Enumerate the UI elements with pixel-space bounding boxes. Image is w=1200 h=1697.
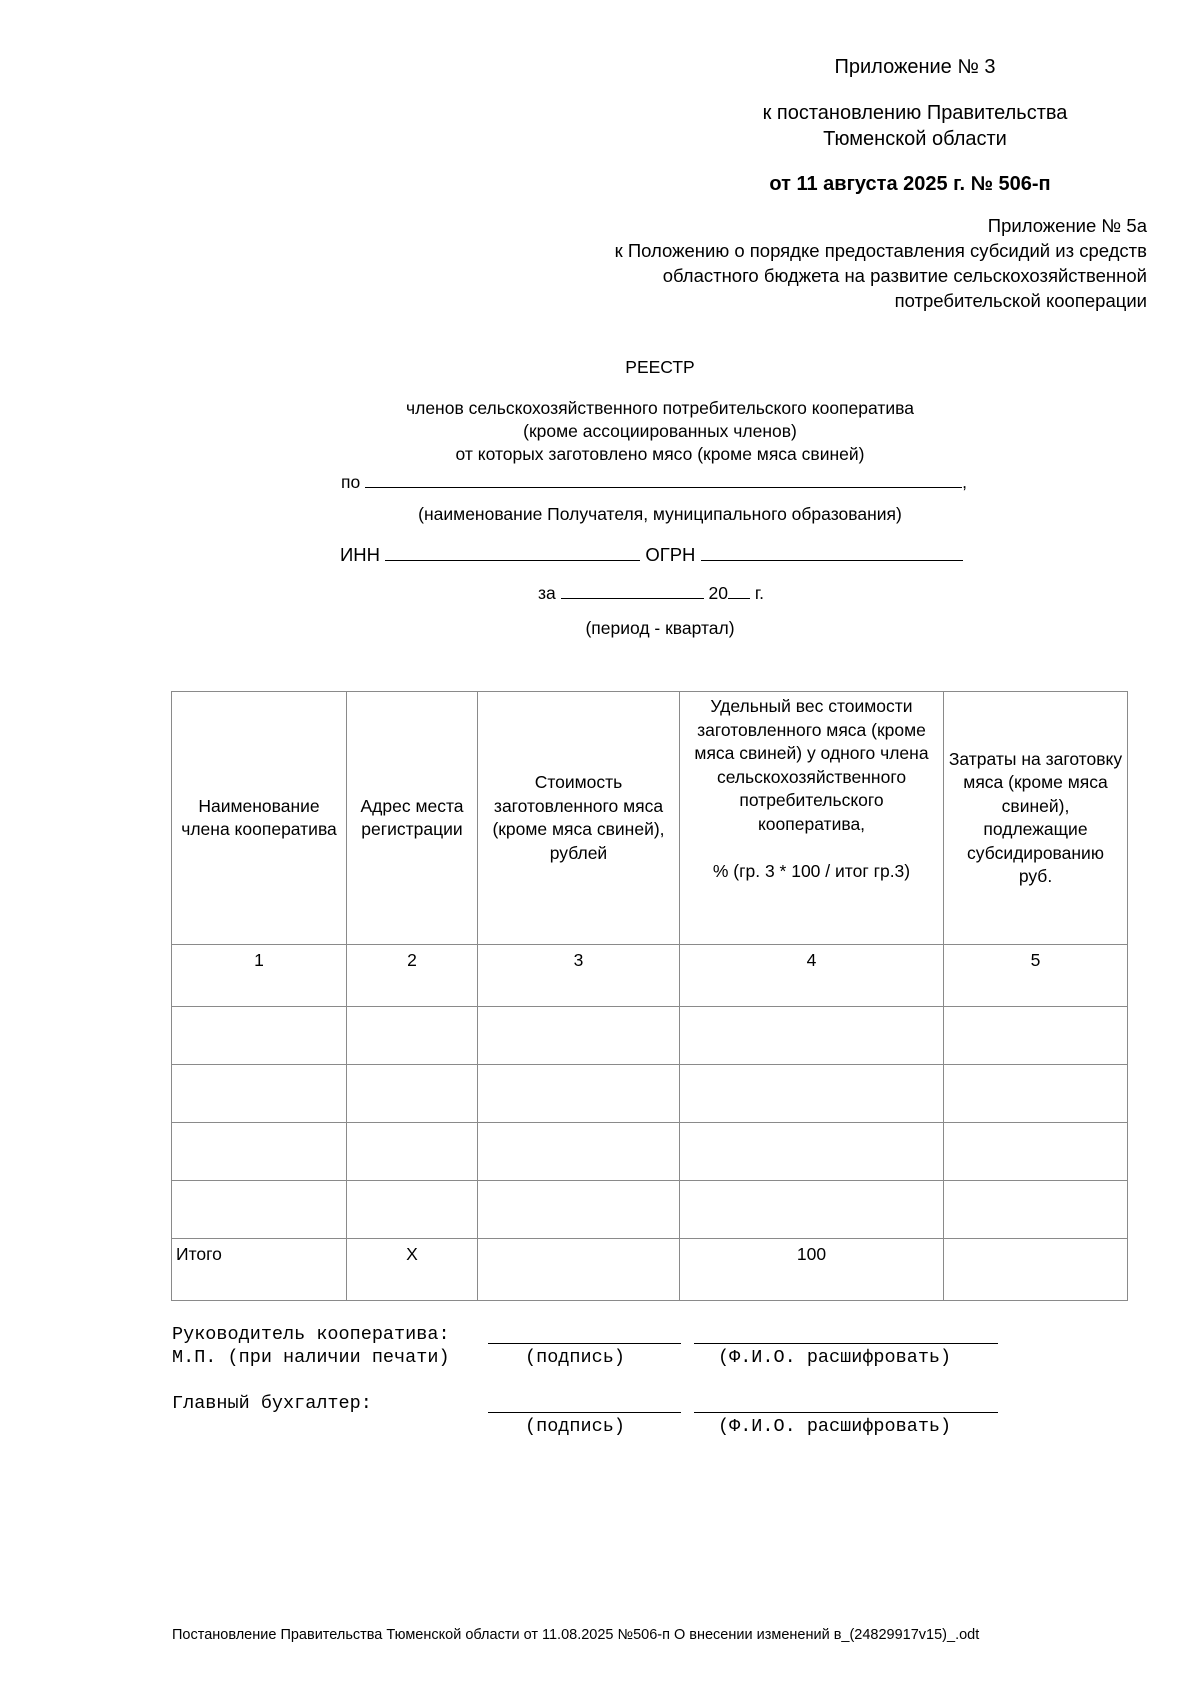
column-number: 1: [172, 945, 347, 1007]
appendix-title: [760, 54, 1070, 80]
table-row: [172, 1123, 1128, 1181]
table-cell[interactable]: [478, 1065, 680, 1123]
table-cell[interactable]: [680, 1007, 944, 1065]
stamp-label: М.П. (при наличии печати): [172, 1347, 450, 1368]
decree-line-1: к постановлению Правительства: [762, 102, 1068, 124]
head-label: Руководитель кооператива:: [172, 1324, 450, 1345]
table-cell[interactable]: [680, 1181, 944, 1239]
head-fio-hint: (Ф.И.О. расшифровать): [718, 1347, 952, 1368]
subtitle-line-1: членов сельскохозяйственного потребительского кооператива: [406, 398, 914, 418]
table-number-row: [172, 945, 1128, 1007]
table-cell[interactable]: [944, 1007, 1128, 1065]
table-cell[interactable]: [944, 1065, 1128, 1123]
inn-ogrn-line: [340, 542, 1000, 567]
table-cell[interactable]: [478, 1007, 680, 1065]
header-address: Адрес места регистрации: [347, 692, 478, 945]
header-member-name: Наименование члена кооператива: [172, 692, 347, 945]
header-share-text: Удельный вес стоимости заготовленного мяса (кроме мяса свиней) у одного члена сельскохозяйственного потребительского кооператива,: [694, 696, 929, 834]
table-cell[interactable]: [347, 1181, 478, 1239]
registry-table: [171, 691, 1128, 1301]
header-share-formula: % (гр. 3 * 100 / итог гр.3): [712, 861, 911, 881]
table-row: [172, 1181, 1128, 1239]
column-number: 5: [944, 945, 1128, 1007]
recipient-hint: (наименование Получателя, муниципального образования): [418, 504, 902, 524]
table-cell[interactable]: [944, 1123, 1128, 1181]
accountant-fio-line[interactable]: [694, 1412, 998, 1413]
period-hint: (период - квартал): [585, 618, 735, 638]
decree-line-2: Тюменской области: [823, 128, 1007, 150]
table-cell[interactable]: [172, 1065, 347, 1123]
table-cell[interactable]: [944, 1181, 1128, 1239]
subheader-block: [400, 213, 1147, 313]
column-number: 2: [347, 945, 478, 1007]
header-share: [680, 692, 944, 945]
accountant-label: Главный бухгалтер:: [172, 1393, 372, 1414]
head-signature-line[interactable]: [488, 1343, 681, 1344]
ogrn-label: ОГРН: [645, 544, 696, 565]
recipient-line: по ,: [341, 469, 981, 494]
table-cell[interactable]: [680, 1123, 944, 1181]
total-label: Итого: [172, 1239, 347, 1301]
table-cell[interactable]: [478, 1123, 680, 1181]
period-for-label: за: [538, 583, 556, 603]
table-row: [172, 1065, 1128, 1123]
table-header-row: [172, 692, 1128, 945]
table-total-row: [172, 1239, 1128, 1301]
subheader-appendix: Приложение № 5а: [987, 215, 1147, 236]
table-cell[interactable]: [347, 1065, 478, 1123]
head-fio-line[interactable]: [694, 1343, 998, 1344]
total-expenses[interactable]: [944, 1239, 1128, 1301]
accountant-signature-hint: (подпись): [525, 1416, 625, 1437]
recipient-field[interactable]: [365, 469, 962, 488]
period-field[interactable]: [561, 580, 704, 599]
ogrn-field[interactable]: [701, 542, 963, 561]
table-cell[interactable]: [347, 1123, 478, 1181]
subheader-line-2: областного бюджета на развитие сельскохозяйственной: [662, 265, 1147, 286]
document-footer: Постановление Правительства Тюменской области от 11.08.2025 №506-п О внесении изменений в_(24829917v15)_.odt: [172, 1627, 980, 1643]
inn-label: ИНН: [340, 544, 381, 565]
registry-title: РЕЕСТР: [625, 357, 695, 377]
total-share: 100: [680, 1239, 944, 1301]
subheader-line-1: к Положению о порядке предоставления субсидий из средств: [614, 240, 1147, 261]
subtitle-line-2: (кроме ассоциированных членов): [523, 421, 797, 441]
decree-reference: [680, 100, 1150, 152]
table-cell[interactable]: [478, 1181, 680, 1239]
subtitle-line-3: от которых заготовлено мясо (кроме мяса свиней): [455, 444, 865, 464]
accountant-signature-line[interactable]: [488, 1412, 681, 1413]
column-number: 4: [680, 945, 944, 1007]
total-address: Х: [347, 1239, 478, 1301]
header-cost: Стоимость заготовленного мяса (кроме мяса свиней), рублей: [478, 692, 680, 945]
total-cost[interactable]: [478, 1239, 680, 1301]
inn-field[interactable]: [385, 542, 640, 561]
head-signature-hint: (подпись): [525, 1347, 625, 1368]
table-cell[interactable]: [172, 1181, 347, 1239]
appendix-number: Приложение № 3: [834, 56, 996, 78]
table-row: [172, 1007, 1128, 1065]
column-number: 3: [478, 945, 680, 1007]
table-cell[interactable]: [680, 1065, 944, 1123]
accountant-fio-hint: (Ф.И.О. расшифровать): [718, 1416, 952, 1437]
decree-date: от 11 августа 2025 г. № 506-п: [769, 173, 1051, 195]
header-expenses: Затраты на заготовку мяса (кроме мяса свиней), подлежащие субсидированию руб.: [944, 692, 1128, 945]
table-cell[interactable]: [172, 1007, 347, 1065]
period-year-label: 20: [708, 583, 728, 603]
table-cell[interactable]: [172, 1123, 347, 1181]
registry-subtitle: [300, 397, 1020, 466]
po-label: по: [341, 472, 361, 492]
period-year-field[interactable]: [728, 580, 750, 599]
period-line: за 20 г.: [538, 580, 798, 605]
table-cell[interactable]: [347, 1007, 478, 1065]
subheader-line-3: потребительской кооперации: [894, 290, 1147, 311]
